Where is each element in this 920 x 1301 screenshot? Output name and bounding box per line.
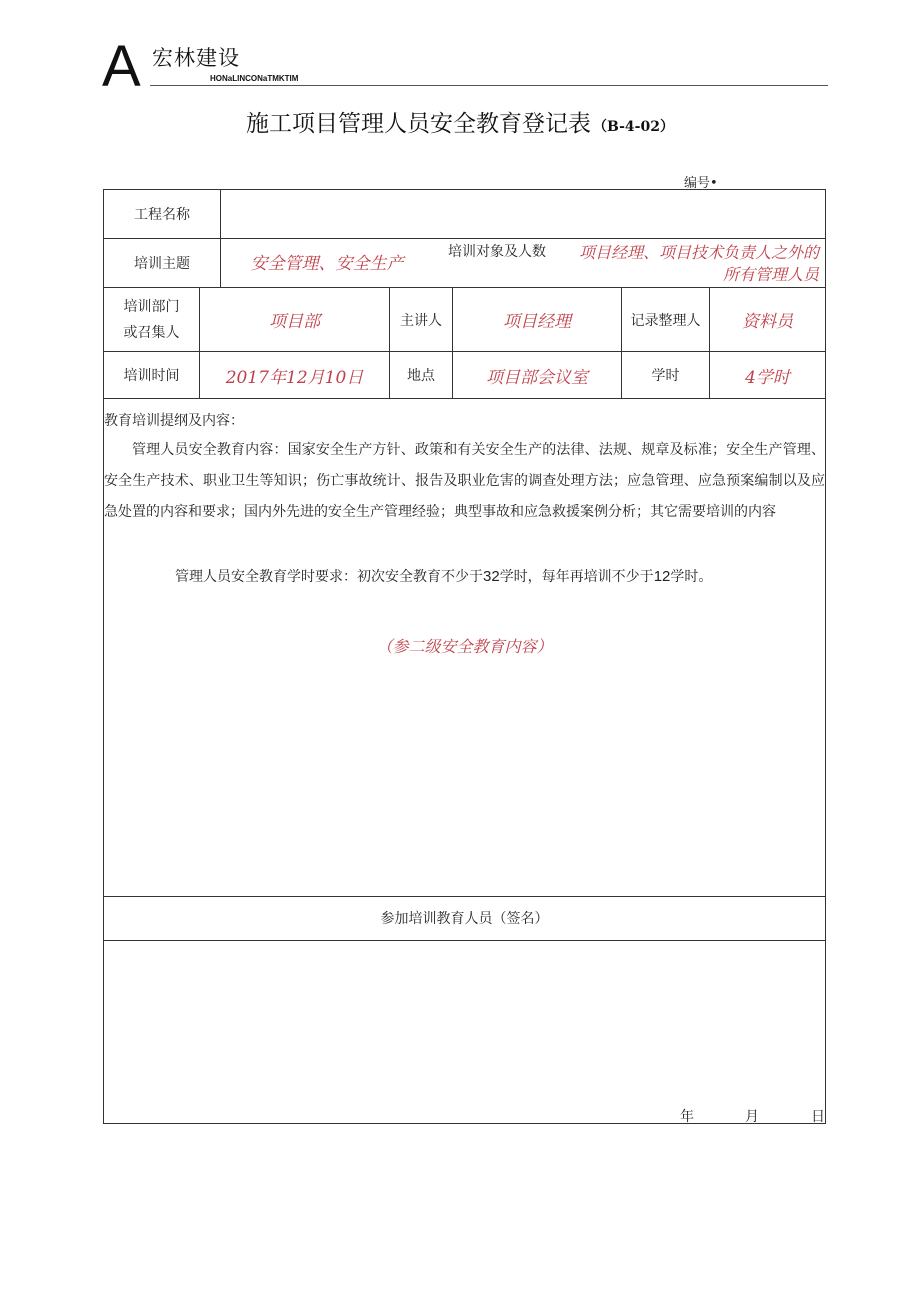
project-name-label: 工程名称 — [134, 207, 190, 223]
date-year-label: 年 — [680, 1109, 694, 1125]
training-topic-label: 培训主题 — [134, 256, 190, 272]
form-code: （B-4-02） — [593, 119, 674, 135]
title-text: 施工项目管理人员安全教育登记表 — [246, 111, 592, 137]
date-month-label: 月 — [745, 1109, 759, 1125]
content-note: （参二级安全教育内容） — [376, 637, 553, 656]
target-value-line-2: 所有管理人员 — [722, 265, 819, 284]
dept-label-line-1: 培训部门 — [123, 298, 180, 315]
serial-number-label: 编号• — [684, 176, 718, 191]
content-heading: 教育培训提纲及内容： — [104, 413, 244, 429]
company-name: 宏林建设 — [152, 46, 240, 70]
company-logo-letter: A — [102, 34, 141, 99]
training-target-value[interactable] — [557, 242, 819, 286]
place-value[interactable]: 项目部会议室 — [486, 367, 588, 388]
content-paragraph-1: 管理人员安全教育内容：国家安全生产方针、政策和有关安全生产的法律、法规、规章及标准；安全生产管理、安全生产技术、职业卫生等知识；伤亡事故统计、报告及职业危害的调查处理方法；应急管理、应急预案编制以及应急处置的内容和要求；国内外先进的安全生产管理经验；典型事故和应急救援案例分析；其它需要培训的内容 — [104, 442, 825, 520]
para2-text-b: 学时，每年再培训不少于 — [499, 569, 654, 585]
row-divider — [103, 896, 826, 897]
para2-hours-annual: 12 — [653, 568, 671, 585]
hours-value[interactable]: 4学时 — [745, 367, 790, 388]
target-value-line-1: 项目经理、项目技术负责人之外的 — [578, 243, 819, 262]
hours-label: 学时 — [651, 368, 680, 384]
recorder-label: 记录整理人 — [630, 312, 701, 329]
lecturer-value[interactable]: 项目经理 — [503, 312, 571, 332]
training-topic-value[interactable]: 安全管理、安全生产 — [250, 253, 404, 274]
training-time-value[interactable]: 2017年12月10日 — [225, 367, 364, 388]
company-name-en: HONaLINCONaTMKTIM — [210, 74, 299, 83]
place-label: 地点 — [407, 368, 435, 384]
signature-area[interactable] — [104, 941, 825, 1101]
training-target-label: 培训对象及人数 — [448, 244, 546, 260]
project-name-field[interactable] — [221, 190, 825, 238]
row-divider — [103, 398, 826, 399]
page-title — [0, 108, 920, 143]
para2-text-c: 学时。 — [670, 569, 713, 585]
dept-label-line-2: 或召集人 — [123, 324, 180, 341]
header-rule — [150, 85, 828, 86]
table-border-bottom — [103, 1123, 826, 1124]
content-paragraph-2 — [175, 566, 712, 586]
signature-label: 参加培训教育人员（签名） — [380, 911, 549, 927]
training-dept-value[interactable]: 项目部 — [269, 312, 320, 332]
para2-text-a: 管理人员安全教育学时要求：初次安全教育不少于 — [175, 569, 483, 585]
para2-hours-initial: 32 — [483, 568, 500, 585]
training-time-label: 培训时间 — [123, 368, 180, 384]
lecturer-label: 主讲人 — [400, 312, 442, 329]
recorder-value[interactable]: 资料员 — [742, 312, 793, 332]
date-day-label: 日 — [811, 1109, 825, 1125]
table-border-right — [825, 189, 826, 1123]
training-dept-label — [104, 288, 199, 351]
